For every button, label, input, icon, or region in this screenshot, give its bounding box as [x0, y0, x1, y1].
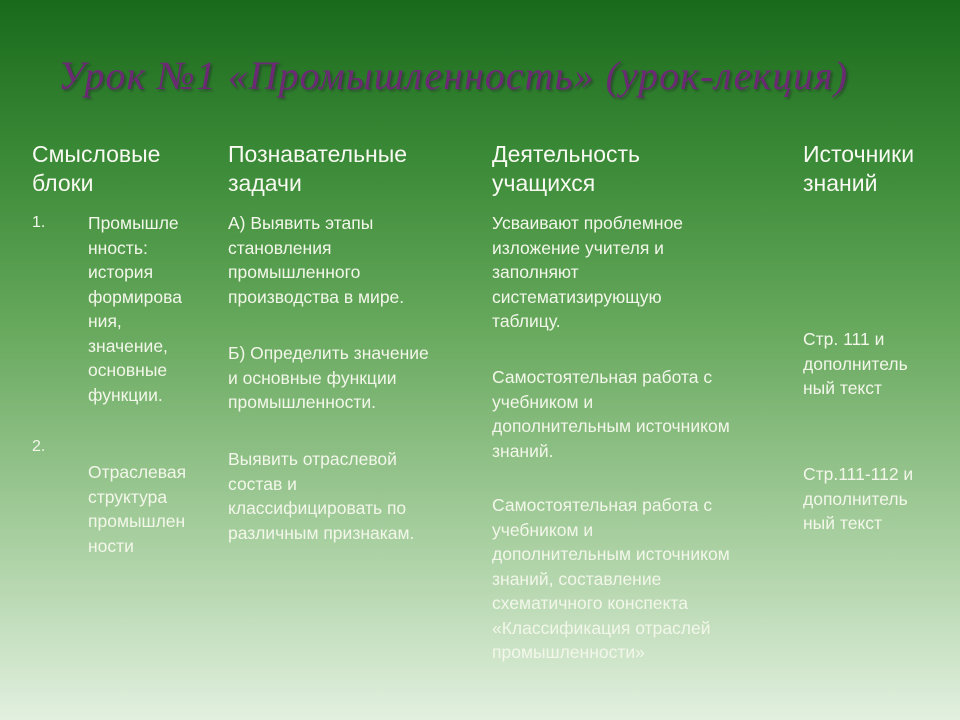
activity-cell: Самостоятельная работа с учебником и дополнительным источником знаний, составление схематичного конспекта «Классификация отраслей промышленности» — [492, 495, 730, 662]
slide-title: Урок №1 «Промышленность» (урок-лекция) — [58, 53, 849, 98]
header-knowledge-sources: Источники знаний — [803, 141, 915, 196]
row-number: 2. — [32, 438, 46, 455]
block-cell: Промышле нность: история формирова ния, значение, основные функции. — [88, 213, 182, 405]
task-cell: А) Выявить этапы становления промышленного производства в мире. — [228, 213, 405, 307]
source-cell: Стр.111-112 и дополнитель ный текст — [803, 464, 914, 533]
activity-cell: Самостоятельная работа с учебником и дополнительным источником знаний. — [492, 367, 730, 461]
activity-cell: Усваивают проблемное изложение учителя и заполняют систематизирующую таблицу. — [492, 213, 684, 331]
task-cell: Б) Определить значение и основные функции промышленности. — [228, 343, 429, 412]
source-cell: Стр. 111 и дополнитель ный текст — [803, 329, 908, 398]
row-number: 1. — [32, 214, 46, 231]
header-student-activity: Деятельность учащихся — [492, 141, 641, 196]
task-cell: Выявить отраслевой состав и классифицировать по различным признакам. — [228, 449, 415, 543]
header-cognitive-tasks: Познавательные задачи — [228, 141, 408, 196]
block-cell: Отраслевая структура промышлен ности — [88, 462, 187, 556]
header-semantic-blocks: Смысловые блоки — [32, 141, 161, 196]
